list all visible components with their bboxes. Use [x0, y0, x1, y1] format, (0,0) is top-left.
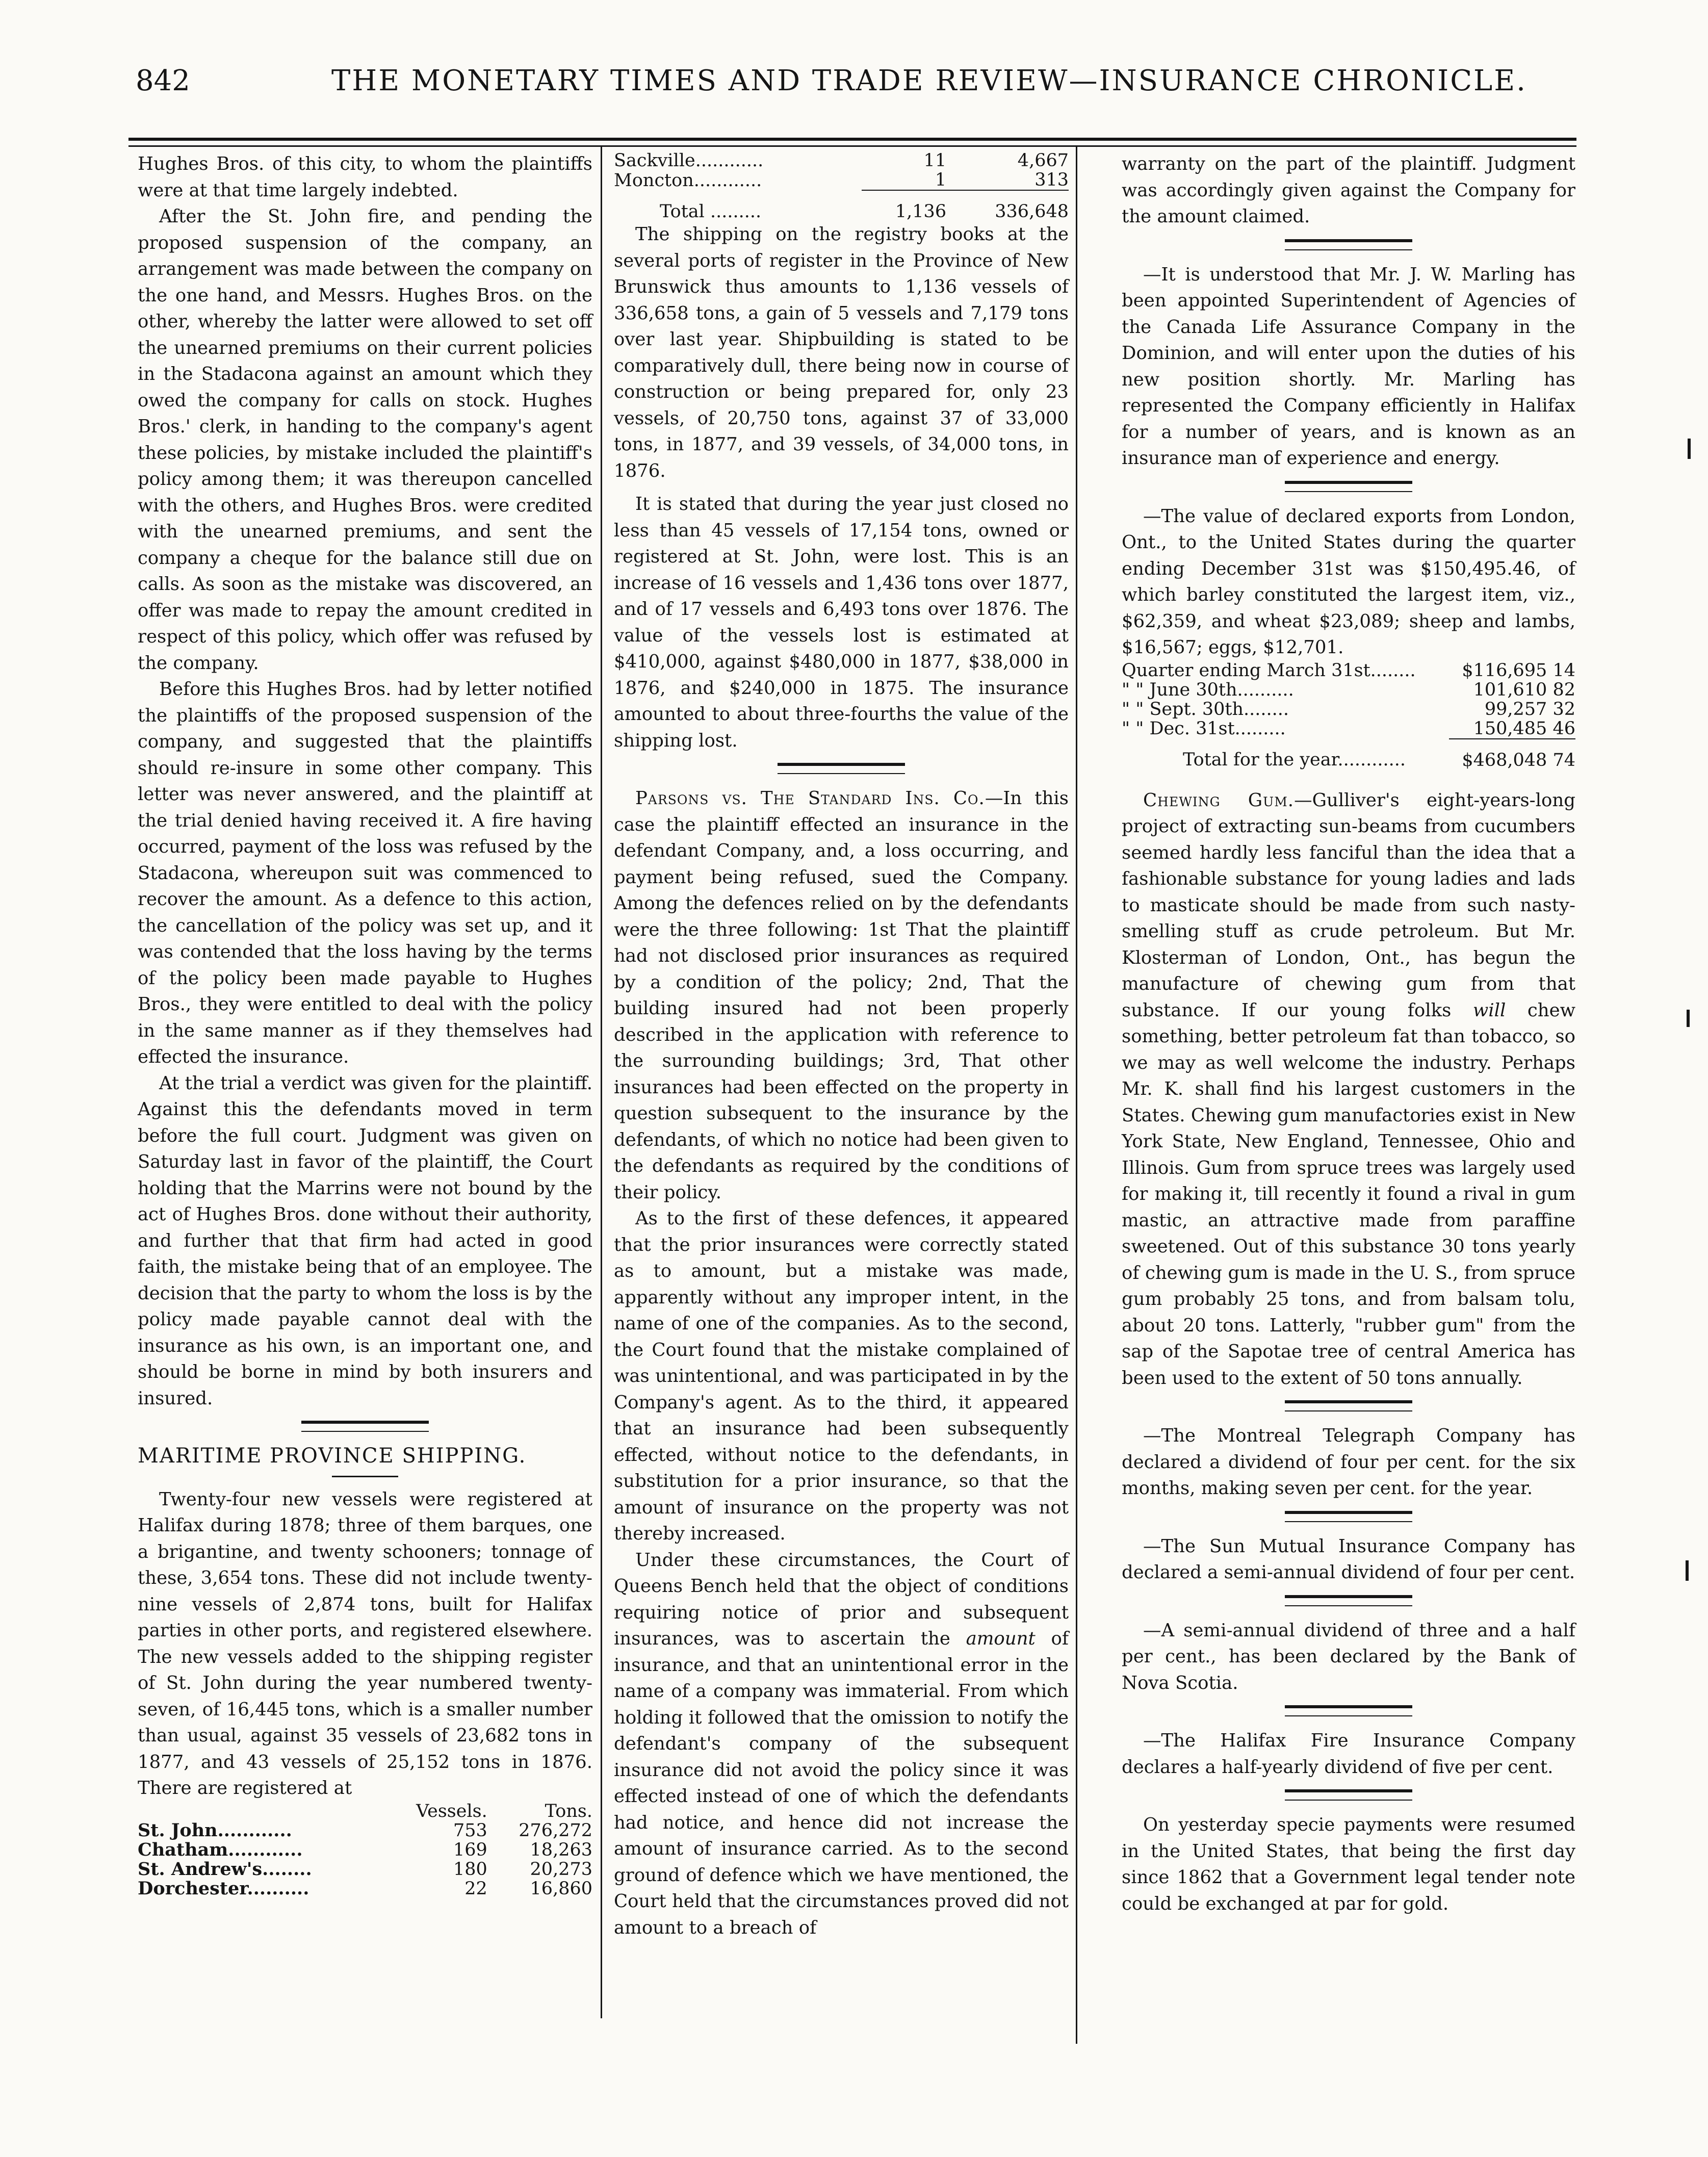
vessel-count: 169 — [453, 1839, 487, 1860]
section-separator — [332, 1476, 398, 1477]
column-3 — [1122, 151, 1575, 1917]
paragraph: —The Montreal Telegraph Company has declared a dividend of four per cent. for the six months, making seven per cent. for the year. — [1122, 1425, 1575, 1499]
paragraph: The shipping on the registry books at the several ports of register in the Province of New Brunswick thus amounts to 1,136 vessels of 336,658 tons, a gain of 5 vessels and 7,179 tons over last year. Shipbuilding is stated to be comparatively dull, there being now in course of construction or being prepared for, only 23 vessels, of 20,750 tons, against 37 of 33,000 tons, in 1877, and 39 vessels, of 34,000 tons, in 1876. — [614, 224, 1069, 481]
paragraph: It is stated that during the year just closed no less than 45 vessels of 17,154 tons, owned or registered at St. John, were lost. This is an increase of 16 vessels and 1,436 tons over 1877, and of 17 vessels and 6,493 tons over 1876. The value of the vessels lost is estimated at $410,000, against $480,000 in 1877, $38,000 in 1876, and $240,000 in 1875. The insurance amounted to about three-fourths the value of the shipping lost. — [614, 494, 1069, 751]
emphasis: amount — [966, 1628, 1036, 1649]
paragraph: —The value of declared exports from London, Ont., to the United States during the quarter ending December 31st was $150,495.46, of which barley constituted the largest item, viz., $62,359, and wheat $23,089; sheep and lambs, $16,567; eggs, $12,701. — [1122, 505, 1575, 658]
paragraph: Hughes Bros. of this city, to whom the plaintiffs were at that time largely indebted. — [138, 153, 592, 201]
amount: 150,485 46 — [1449, 719, 1575, 739]
table-row — [138, 1821, 592, 1840]
column-header: Vessels. — [416, 1801, 487, 1821]
tonnage: 4,667 — [1017, 150, 1069, 171]
column-2 — [614, 151, 1069, 1941]
section-separator — [1285, 1400, 1412, 1411]
table-row — [1122, 700, 1575, 719]
case-text: —In this case the plaintiff effected an insurance in the defendant Company, and, a loss occurring, and payment being refused, sued the Company. Among the defences relied on by the defendants were the three following: 1st That the plaintiff had not disclosed prior insurances as required by a condition of the policy; 2nd, That the building insured had not been properly described in the application with reference to the surrounding buildings; 3rd, That other insurances had been effected on the property in question subsequent to the insurance by the defendants, of which no notice had been given to the defendants as required by the conditions of their policy. — [614, 788, 1069, 1203]
period-label: " " June 30th.......... — [1122, 679, 1294, 700]
port-name: St. John............ — [138, 1819, 292, 1841]
section-heading: MARITIME PROVINCE SHIPPING. — [138, 1444, 527, 1468]
table-row — [1122, 719, 1575, 739]
vessel-count: 11 — [923, 150, 947, 171]
paragraph: On yesterday specie payments were resumed in the United States, that being the first day since 1862 that a Government legal tender note could be exchanged at par for gold. — [1122, 1814, 1575, 1914]
amount: $116,695 14 — [1462, 660, 1575, 681]
paragraph: —A semi-annual dividend of three and a half per cent., has been declared by the Bank of Nova Scotia. — [1122, 1620, 1575, 1693]
tonnage: 276,272 — [519, 1820, 592, 1841]
table-row — [614, 151, 1069, 170]
header-rule-thin — [128, 145, 1576, 147]
column-divider-2 — [1076, 147, 1077, 2044]
amount: 99,257 32 — [1484, 699, 1575, 720]
text-run: —Gulliver's eight-years-long project of extracting sun-beams from cucumbers seemed hardly less fanciful than the idea that a fashionable substance for young ladies and lads to masticate should be made from such nasty-smelling stuff as crude petroleum. But Mr. Klosterman of London, Ont., has begun the manufacture of chewing gum from that substance. If our young folks — [1122, 789, 1575, 1021]
amount: 101,610 82 — [1473, 679, 1575, 700]
margin-mark — [1687, 1010, 1690, 1027]
total-label: Total ......... — [660, 201, 762, 222]
paragraph — [614, 1547, 1069, 1941]
paragraph: After the St. John fire, and pending the proposed suspension of the company, an arrangement was made between the company on the one hand, and Messrs. Hughes Bros. on the other, whereby the latter were allowed to set off the unearned premiums on their current policies in the Stadacona against an amount which they owed the company for calls on stock. Hughes Bros.' clerk, in handing to the company's agent these policies, by mistake included the plaintiff's policy among them; it was thereupon cancelled with the others, and Hughes Bros. were credited with the unearned premiums, and sent the company a cheque for the balance still due on calls. As soon as the mistake was discovered, an offer was made to repay the amount credited in respect of this policy, which offer was refused by the company. — [138, 206, 592, 674]
column-divider-1 — [601, 147, 602, 2018]
text-run: of insurance, and that an unintentional error in the name of a company was immaterial. From which holding it followed that the omission to notify the defendant's company of the subsequent insurance did not avoid the policy since it was effected instead of one of which the defendants had notice, and hence did not increase the amount of insurance carried. As to the second ground of defence which we have mentioned, the Court held that the circumstances proved did not amount to a breach of — [614, 1628, 1069, 1938]
table-row — [138, 1860, 592, 1879]
section-separator — [1285, 1595, 1412, 1606]
table-row — [1122, 680, 1575, 700]
section-separator — [1285, 1705, 1412, 1716]
margin-mark — [1688, 439, 1691, 459]
period-label: " " Dec. 31st......... — [1122, 718, 1286, 739]
paragraph — [1122, 787, 1575, 1392]
paragraph: As to the first of these defences, it appeared that the prior insurances were correctly stated as to amount, but a mistake was made, apparently without any improper intent, in the name of one of the companies. As to the second, the Court found that the mistake complained of was unintentional, and was participated in by the Company's agent. As to the third, it appeared that an insurance had been subsequently effected, without notice to the defendants, in substitution for a prior insurance, so that the amount of insurance on the property was not thereby increased. — [614, 1208, 1069, 1544]
total-row — [1122, 739, 1575, 770]
total-row — [614, 190, 1069, 221]
total-amount: $468,048 74 — [1462, 750, 1575, 771]
article-title: Chewing Gum. — [1143, 789, 1295, 811]
total-label: Total for the year............ — [1183, 750, 1406, 770]
case-title: Parsons vs. The Standard Ins. Co. — [635, 788, 985, 809]
paragraph: Before this Hughes Bros. had by letter notified the plaintiffs of the proposed suspension of the company, and suggested that the plaintiffs should re-insure in some other company. This letter was never answered, and the plaintiff at the trial denied having received it. A fire having occurred, payment of the loss was refused by the Stadacona, whereupon suit was commenced to recover the amount. As a defence to this action, the cancellation of the policy was set up, and it was contended that the loss having by the terms of the policy been made payable to Hughes Bros., they were entitled to deal with the policy in the same manner as if they themselves had effected the insurance. — [138, 679, 592, 1067]
exports-table — [1122, 661, 1575, 770]
vessel-count: 180 — [453, 1859, 487, 1880]
margin-mark — [1686, 1560, 1689, 1581]
paragraph — [614, 785, 1069, 1205]
page-number: 842 — [136, 64, 190, 97]
running-title: THE MONETARY TIMES AND TRADE REVIEW—INSURANCE CHRONICLE. — [331, 64, 1527, 97]
section-separator — [301, 1421, 429, 1432]
shipping-table — [138, 1802, 592, 1898]
tonnage: 16,860 — [530, 1878, 592, 1899]
column-header: Tons. — [545, 1801, 592, 1821]
port-name: St. Andrew's........ — [138, 1858, 312, 1880]
period-label: Quarter ending March 31st........ — [1122, 660, 1416, 681]
total-vessels: 1,136 — [895, 201, 947, 222]
port-name: Sackville............ — [614, 150, 764, 171]
emphasis: will — [1472, 999, 1506, 1021]
shipping-table-continued — [614, 151, 1069, 221]
section-separator — [778, 763, 905, 774]
column-1 — [138, 151, 592, 1898]
vessel-count: 1 — [862, 170, 946, 190]
total-tons: 336,648 — [995, 201, 1069, 222]
paragraph: —The Sun Mutual Insurance Company has declared a semi-annual dividend of four per cent. — [1122, 1535, 1575, 1583]
tonnage: 18,263 — [530, 1839, 592, 1860]
header-rule — [128, 138, 1576, 141]
section-separator — [1285, 481, 1412, 492]
vessel-count: 22 — [464, 1878, 487, 1899]
vessel-count: 753 — [453, 1820, 487, 1841]
table-row — [138, 1879, 592, 1898]
paragraph: Twenty-four new vessels were registered at Halifax during 1878; three of them barques, one a brigantine, and twenty schooners; tonnage of these, 3,654 tons. These did not include twenty-nine vessels of 2,874 tons, built for Halifax parties in other ports, and registered elsewhere. The new vessels added to the shipping register of St. John during the year numbered twenty-seven, of 16,445 tons, which is a smaller number than usual, against 35 vessels of 23,682 tons in 1877, and 43 vessels of 25,152 tons in 1876. There are registered at — [138, 1488, 592, 1799]
tonnage: 313 — [946, 170, 1069, 190]
paragraph: warranty on the part of the plaintiff. Judgment was accordingly given against the Company for the amount claimed. — [1122, 153, 1575, 227]
port-name: Moncton............ — [614, 170, 762, 191]
paragraph: At the trial a verdict was given for the plaintiff. Against this the defendants moved in term before the full court. Judgment was given on Saturday last in favor of the plaintiff, the Court holding that the Marrins were not bound by the act of Hughes Bros. done without their authority, and further that that firm had acted in good faith, the mistake being that of an employee. The decision that the party to whom the loss is by the policy made payable cannot deal with the insurance as his own, is an important one, and should be borne in mind by both insurers and insured. — [138, 1072, 592, 1409]
tonnage: 20,273 — [530, 1859, 592, 1880]
table-row — [138, 1840, 592, 1860]
text-run: Under these circumstances, the Court of Queens Bench held that the object of conditions requiring notice of prior and subsequent insurances, was to ascertain the — [614, 1549, 1069, 1649]
port-name: Chatham............ — [138, 1839, 303, 1860]
table-row — [1122, 661, 1575, 680]
period-label: " " Sept. 30th........ — [1122, 699, 1289, 720]
text-run: chew something, better petroleum fat than tobacco, so we may as well welcome the industry. Perhaps Mr. K. shall find his largest customers in the States. Chewing gum manufactories exist in New York State, New England, Tennessee, Ohio and Illinois. Gum from spruce trees was largely used for making it, till recently it found a rival in gum mastic, an attractive made from paraffine sweetened. Out of this substance 30 tons yearly of chewing gum is made in the U. S., from spruce gum probably 25 tons, and from balsam tolu, about 20 tons. Latterly, "rubber gum" from the sap of the Sapotae tree of central America has been used to the extent of 50 tons annually. — [1122, 999, 1575, 1389]
table-row — [614, 170, 1069, 190]
section-separator — [1285, 1789, 1412, 1801]
section-separator — [1285, 1511, 1412, 1522]
paragraph: —It is understood that Mr. J. W. Marling has been appointed Superintendent of Agencies of the Canada Life Assurance Company in the Dominion, and will enter upon the duties of his new position shortly. Mr. Marling has represented the Company efficiently in Halifax for a number of years, and is known as an insurance man of experience and energy. — [1122, 264, 1575, 469]
section-separator — [1285, 239, 1412, 250]
port-name: Dorchester.......... — [138, 1878, 309, 1899]
paragraph: —The Halifax Fire Insurance Company declares a half-yearly dividend of five per cent. — [1122, 1730, 1575, 1778]
